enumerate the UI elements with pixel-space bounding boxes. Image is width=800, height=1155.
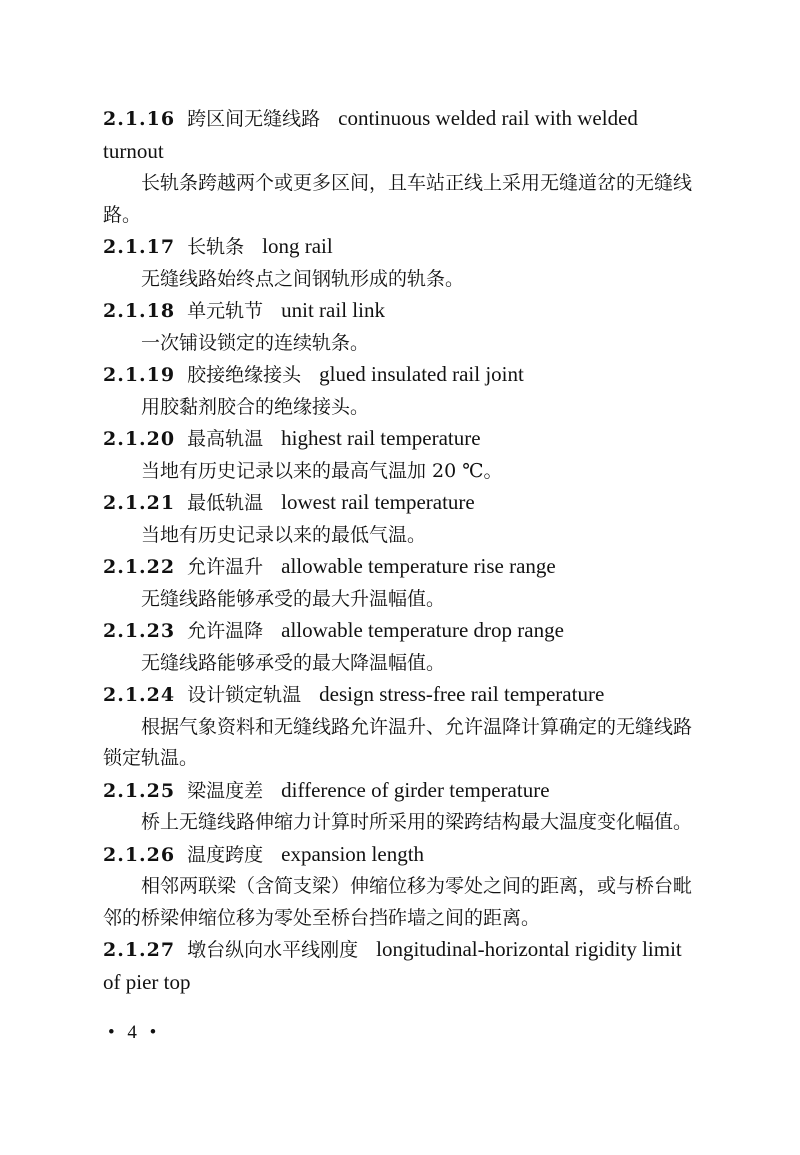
term-heading (103, 231, 703, 264)
term-chinese: 允许温升 (187, 556, 264, 578)
term-english: continuous welded rail with welded turnout (103, 106, 638, 163)
term-english: unit rail link (281, 298, 385, 322)
term-heading (103, 359, 703, 392)
term-english: longitudinal-horizontal rigidity limit of pier top (103, 937, 682, 994)
term-heading (103, 487, 703, 520)
term-number: 2.1.21 (103, 492, 176, 514)
term-english: lowest rail temperature (281, 490, 475, 514)
term-definition: 无缝线路始终点之间钢轨形成的轨条。 (141, 267, 465, 290)
term-definition: 无缝线路能够承受的最大升温幅值。 (141, 587, 446, 610)
term-number: 2.1.27 (103, 939, 176, 961)
term-number: 2.1.25 (103, 779, 176, 802)
term-number: 2.1.18 (103, 300, 176, 322)
term-definition: 无缝线路能够承受的最大降温幅值。 (141, 651, 446, 674)
term-heading (103, 295, 703, 328)
term-chinese: 单元轨节 (187, 300, 264, 322)
term-english: highest rail temperature (281, 426, 481, 450)
term-number: 2.1.26 (103, 843, 176, 866)
term-2-1-27 (103, 934, 703, 999)
term-chinese: 温度跨度 (187, 843, 264, 866)
term-2-1-17 (103, 231, 703, 295)
term-definition: 当地有历史记录以来的最高气温加 20 ℃。 (141, 459, 503, 482)
term-heading (103, 839, 703, 872)
term-heading (103, 934, 703, 999)
term-2-1-23 (103, 615, 703, 679)
term-definition: 一次铺设锁定的连续轨条。 (141, 331, 370, 354)
term-chinese: 最高轨温 (187, 428, 264, 450)
term-english: glued insulated rail joint (319, 362, 524, 386)
term-number: 2.1.22 (103, 556, 176, 578)
term-chinese: 允许温降 (187, 620, 264, 642)
term-definition: 用胶黏剂胶合的绝缘接头。 (141, 395, 370, 418)
term-2-1-18 (103, 295, 703, 359)
term-heading (103, 615, 703, 648)
term-chinese: 胶接绝缘接头 (187, 364, 302, 386)
term-2-1-25 (103, 775, 703, 839)
term-chinese: 跨区间无缝线路 (187, 108, 321, 130)
term-2-1-20 (103, 423, 703, 487)
term-definition: 相邻两联梁（含简支梁）伸缩位移为零处之间的距离，或与桥台毗邻的桥梁伸缩位移为零处至桥台挡砟墙之间的距离。 (103, 875, 693, 929)
term-number: 2.1.20 (103, 428, 176, 450)
term-english: difference of girder temperature (281, 777, 550, 802)
term-number: 2.1.19 (103, 364, 176, 386)
term-heading (103, 679, 703, 712)
term-number: 2.1.17 (103, 236, 176, 258)
term-chinese: 设计锁定轨温 (187, 684, 302, 706)
term-chinese: 长轨条 (187, 236, 245, 258)
page-number: • 4 • (108, 1022, 161, 1043)
term-2-1-22 (103, 551, 703, 615)
term-chinese: 最低轨温 (187, 492, 264, 514)
term-number: 2.1.16 (103, 108, 176, 130)
term-definition: 长轨条跨越两个或更多区间，且车站正线上采用无缝道岔的无缝线路。 (103, 172, 693, 226)
term-english: expansion length (281, 841, 425, 866)
term-definition: 根据气象资料和无缝线路允许温升、允许温降计算确定的无缝线路锁定轨温。 (103, 715, 693, 769)
term-definition: 桥上无缝线路伸缩力计算时所采用的梁跨结构最大温度变化幅值。 (141, 811, 693, 833)
term-number: 2.1.23 (103, 620, 176, 642)
term-list (103, 103, 703, 999)
term-2-1-21 (103, 487, 703, 551)
term-english: allowable temperature drop range (281, 618, 564, 642)
term-2-1-24 (103, 679, 703, 775)
term-heading (103, 551, 703, 584)
term-english: long rail (262, 234, 333, 258)
term-number: 2.1.24 (103, 684, 176, 706)
term-heading (103, 103, 703, 168)
term-chinese: 梁温度差 (187, 779, 264, 802)
term-heading (103, 775, 703, 808)
term-definition: 当地有历史记录以来的最低气温。 (141, 523, 427, 546)
term-2-1-16 (103, 103, 703, 231)
term-2-1-19 (103, 359, 703, 423)
term-heading (103, 423, 703, 456)
term-english: allowable temperature rise range (281, 554, 556, 578)
term-english: design stress-free rail temperature (319, 682, 605, 706)
term-2-1-26 (103, 839, 703, 935)
term-chinese: 墩台纵向水平线刚度 (187, 939, 359, 961)
